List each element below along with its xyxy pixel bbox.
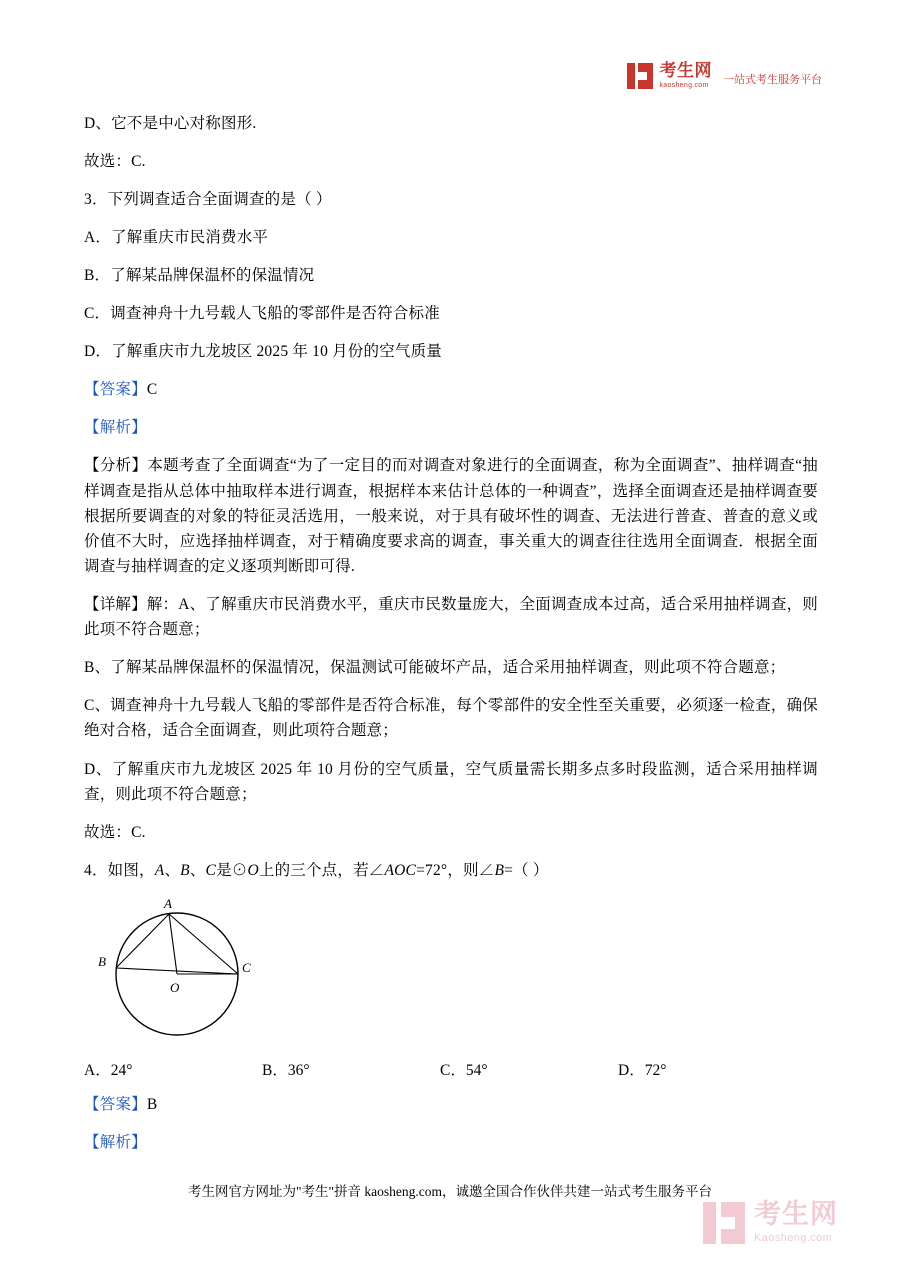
question-4-option-d: D．72° [618,1061,667,1079]
q4-equals: =72°，则∠ [416,861,495,879]
question-3-stem: 3．下列调查适合全面调查的是（ ） [84,190,332,208]
question-3-answer-line [84,371,818,409]
footer-note: 考生网官方网址为"考生"拼音 kaosheng.com，诚邀全国合作伙伴共建一站式考生服务平台 [187,1184,712,1199]
question-3-option-b: B．了解某品牌保温杯的保温情况 [84,266,315,284]
q4-point-a: A [154,861,165,879]
question-4-option-a: A．24° [84,1061,133,1079]
footer-logo-cn: 考生网 [754,1199,838,1229]
answer-value: C [146,381,158,399]
answer-value-4: B [146,1096,158,1114]
q4-angle-aoc: AOC [384,861,417,879]
answer-tag-4: 【答案】 [84,1096,147,1114]
q4-sep-1: 、 [164,861,181,879]
question-4-options [84,1048,818,1086]
question-3-analysis-tag [84,409,818,447]
question-4-option-b: B．36° [262,1061,310,1079]
label-b: B [98,953,106,969]
circle-geometry-figure [84,896,344,1046]
line-answer-c: 故选：C. [84,152,146,170]
question-3-option-a: A．了解重庆市民消费水平 [84,228,269,246]
q4-tail: =（ ） [504,861,549,879]
label-c: C [242,959,251,975]
q4-circle-text: 是⊙ [216,861,248,879]
analysis-tag: 【解析】 [84,419,147,437]
logo-slogan: 一站式考生服务平台 [723,74,822,86]
question-3-detail-a: 【详解】解：A、了解重庆市民消费水平，重庆市民数量庞大，全面调查成本过高，适合采用抽样调查，则此项不符合题意； [84,596,818,639]
circle-diagram-svg [84,896,344,1046]
q4-sep-2: 、 [189,861,206,879]
label-o: O [170,979,180,995]
question-4-stem [84,851,818,889]
logo-text [660,62,713,89]
question-3-option-d: D．了解重庆市九龙坡区 2025 年 10 月份的空气质量 [84,343,442,361]
question-3-detail-d: D、了解重庆市九龙坡区 2025 年 10 月份的空气质量，空气质量需长期多点多时段监测，适合采用抽样调查，则此项不符合题意； [84,760,818,803]
footer-logo-text [754,1201,838,1244]
q4-center-o: O [247,861,259,879]
question-4-analysis-tag [84,1124,818,1162]
segment-ba [116,914,169,968]
q4-text-2: 上的三个点，若∠ [258,861,385,879]
segment-oa [169,914,177,974]
analysis-tag-4: 【解析】 [84,1134,147,1152]
answer-tag: 【答案】 [84,381,147,399]
question-3-detail-b: B、了解某品牌保温杯的保温情况，保温测试可能破坏产品，适合采用抽样调查，则此项不符合题意； [84,659,786,677]
question-3-analysis-paragraph: 【分析】本题考查了全面调查“为了一定目的而对调查对象进行的全面调查，称为全面调查”、抽样调查“抽样调查是指从总体中抽取样本进行调查，根据样本来估计总体的一种调查”，选择全面调查还是抽样调查要根据所要调查的对象的特征灵活选用，一般来说，对于具有破坏性的调查、无法进行普查、普查的意义或价值不大时，应选择抽样调查，对于精确度要求高的调查，事关重大的调查往往选用全面调查．根据全面调查与抽样调查的定义逐项判断即可得. [84,457,818,575]
q4-point-b: B [180,861,190,879]
q4-point-c: C [205,861,217,879]
q4-angle-b: B [494,861,505,879]
question-3-detail-c: C、调查神舟十九号载人飞船的零部件是否符合标准，每个零部件的安全性至关重要，必须逐一检查，确保绝对合格，适合全面调查，则此项符合题意； [84,697,818,740]
question-4-answer-line [84,1086,818,1124]
document-body [84,104,818,1162]
logo-title-cn: 考生网 [659,61,712,80]
label-a: A [164,895,172,911]
segment-ac [169,914,238,974]
question-3-option-c: C．调查神舟十九号载人飞船的零部件是否符合标准 [84,305,440,323]
question-4-option-c: C．54° [440,1061,488,1079]
line-d-option-continued: D、它不是中心对称图形. [84,114,257,132]
question-3-conclusion: 故选：C. [84,823,146,841]
site-logo-footer [703,1201,838,1244]
footer-logo-mark-icon [703,1202,745,1244]
logo-title-en: kaosheng.com [659,82,709,89]
logo-mark-icon [627,63,653,89]
q4-prefix: 4．如图， [84,861,155,879]
footer-logo-en: Kaosheng.com [754,1232,833,1244]
site-logo-header [627,62,823,89]
